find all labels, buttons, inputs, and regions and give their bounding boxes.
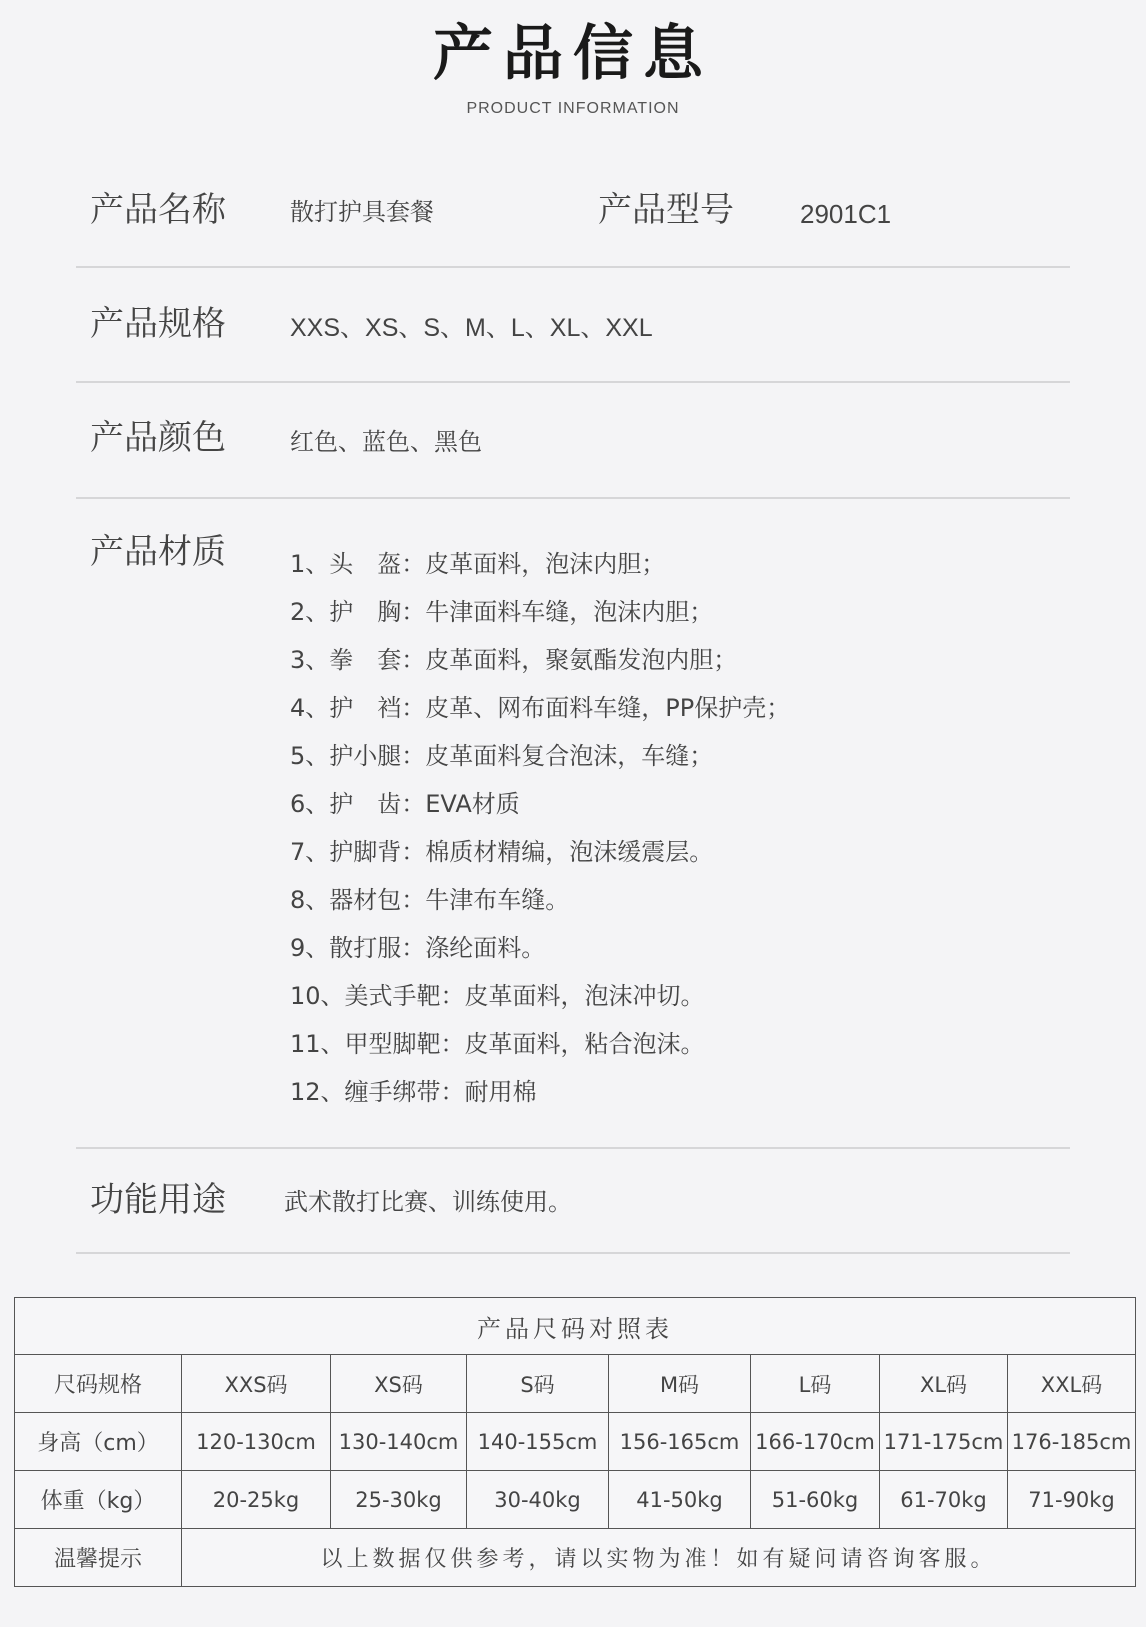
table-header-cell: S码: [467, 1355, 609, 1413]
table-caption: 产品尺码对照表: [15, 1298, 1136, 1355]
color-value: 红色、蓝色、黑色: [290, 428, 482, 456]
list-item: 12、缠手绑带：耐用棉: [290, 1078, 537, 1106]
table-cell: 71-90kg: [1008, 1471, 1136, 1529]
divider: [76, 266, 1070, 268]
page-subtitle: PRODUCT INFORMATION: [466, 100, 680, 117]
note-text: 以上数据仅供参考，请以实物为准！如有疑问请咨询客服。: [182, 1529, 1136, 1587]
table-cell: 61-70kg: [880, 1471, 1008, 1529]
table-header-cell: XXL码: [1008, 1355, 1136, 1413]
list-item: 2、护 胸：牛津面料车缝，泡沫内胆；: [290, 598, 714, 626]
page-title: 产品信息: [433, 19, 713, 89]
list-item: 7、护脚背：棉质材精编，泡沫缓震层。: [290, 838, 714, 866]
list-item: 9、散打服：涤纶面料。: [290, 934, 546, 962]
list-item: 5、护小腿：皮革面料复合泡沫，车缝；: [290, 742, 714, 770]
table-cell: 41-50kg: [609, 1471, 751, 1529]
table-cell: 20-25kg: [182, 1471, 331, 1529]
spec-label: 产品规格: [90, 304, 226, 344]
table-cell: 156-165cm: [609, 1413, 751, 1471]
model-label: 产品型号: [598, 190, 734, 230]
table-cell: 166-170cm: [751, 1413, 880, 1471]
divider: [76, 497, 1070, 499]
table-cell: 140-155cm: [467, 1413, 609, 1471]
page-header: [0, 18, 1146, 118]
table-cell: 120-130cm: [182, 1413, 331, 1471]
table-caption-row: [15, 1298, 1136, 1355]
model-value: 2901C1: [800, 199, 892, 229]
table-header-cell: XS码: [331, 1355, 467, 1413]
table-cell: 130-140cm: [331, 1413, 467, 1471]
color-label: 产品颜色: [90, 418, 226, 458]
table-header-row: [15, 1355, 1136, 1413]
table-row: [15, 1413, 1136, 1471]
name-label: 产品名称: [90, 190, 226, 230]
usage-label: 功能用途: [90, 1180, 226, 1220]
table-cell: 身高（cm）: [15, 1413, 182, 1471]
table-cell: 25-30kg: [331, 1471, 467, 1529]
table-header-cell: XL码: [880, 1355, 1008, 1413]
table-header-cell: XXS码: [182, 1355, 331, 1413]
note-label: 温馨提示: [15, 1529, 182, 1587]
material-label: 产品材质: [90, 532, 226, 572]
list-item: 11、甲型脚靶：皮革面料，粘合泡沫。: [290, 1030, 705, 1058]
table-header-cell: 尺码规格: [15, 1355, 182, 1413]
list-item: 10、美式手靶：皮革面料，泡沫冲切。: [290, 982, 705, 1010]
material-list: [290, 540, 790, 1116]
table-row: [15, 1471, 1136, 1529]
table-cell: 30-40kg: [467, 1471, 609, 1529]
list-item: 1、头 盔：皮革面料，泡沫内胆；: [290, 550, 666, 578]
list-item: 6、护 齿：EVA材质: [290, 790, 520, 818]
spec-value: XXS、XS、S、M、L、XL、XXL: [290, 314, 653, 342]
divider: [76, 381, 1070, 383]
size-table: [14, 1297, 1136, 1587]
list-item: 3、拳 套：皮革面料，聚氨酯发泡内胆；: [290, 646, 738, 674]
divider: [76, 1252, 1070, 1254]
usage-value: 武术散打比赛、训练使用。: [284, 1188, 572, 1216]
table-header-cell: L码: [751, 1355, 880, 1413]
table-header-cell: M码: [609, 1355, 751, 1413]
divider: [76, 1147, 1070, 1149]
list-item: 8、器材包：牛津布车缝。: [290, 886, 570, 914]
table-note-row: [15, 1529, 1136, 1587]
name-value: 散打护具套餐: [290, 198, 434, 226]
table-cell: 171-175cm: [880, 1413, 1008, 1471]
table-cell: 176-185cm: [1008, 1413, 1136, 1471]
table-cell: 51-60kg: [751, 1471, 880, 1529]
table-cell: 体重（kg）: [15, 1471, 182, 1529]
list-item: 4、护 裆：皮革、网布面料车缝，PP保护壳；: [290, 694, 791, 722]
